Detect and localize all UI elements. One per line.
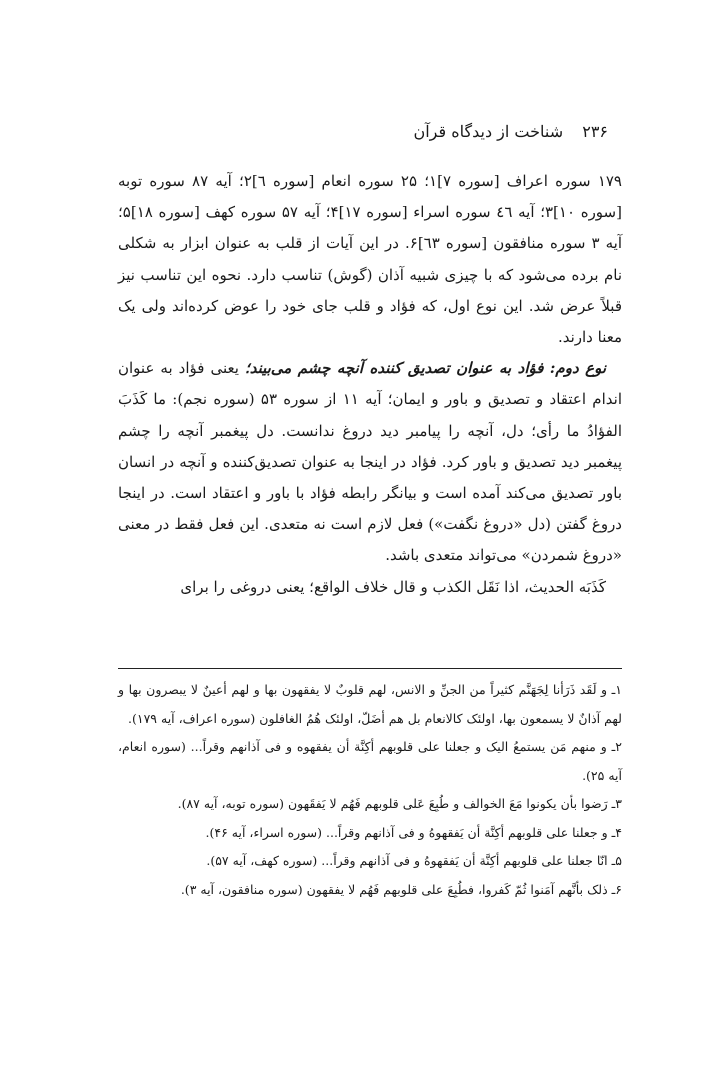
footnote-divider bbox=[118, 668, 622, 669]
running-title: شناخت از دیدگاه قرآن bbox=[413, 122, 564, 141]
paragraph-2 bbox=[118, 353, 622, 571]
footnotes bbox=[118, 676, 622, 904]
footnote-3: ۳ـ رَضوا بأن یکونوا مَعَ الخوالف و طُبِعَ عَلی قلوبهم فَهُم لا یَفقَهون (سوره توبه، آیه ۸۷). bbox=[177, 796, 622, 811]
paragraph-2-heading: نوع دوم: فؤاد به عنوان تصدیق کننده آنچه چشم می‌بیند؛ bbox=[244, 359, 606, 378]
page-number: ۲۳۶ bbox=[582, 122, 608, 141]
footnote-1: ۱ـ و لَقَد ذَرَأنا لِجَهَنَّم کثیراً من الجنِّ و الانس، لهم قلوبٌ لا یفقهون بها و لهم أعینٌ لا یبصرون بها و لهم آذانٌ لا یسمعون بها، اولئک کالانعام بل هم أضَلّ، اولئک هُمُ الغافلون (سوره اعراف، آیه ۱۷۹). bbox=[118, 682, 622, 726]
footnote-6: ۶ـ ذلک بأنَّهم آمَنوا ثُمّ کَفروا، فطُبِعَ علی قلوبهم فَهُم لا یفقهون (سوره منافقون، آیه ۳). bbox=[180, 881, 622, 897]
footnote-5: ۵ـ انّا جعلنا علی قلوبهم أکِنَّة أن یَفقهوهُ و فی آذانهم وقراً... (سوره کهف، آیه ۵۷). bbox=[206, 853, 622, 868]
main-text bbox=[118, 166, 622, 603]
footnote-2: ۲ـ و منهم مَن یستمعُ الیک و جعلنا علی قلوبهم أکِنَّة أن یفقهوه و فی آذانهم وقراً... (سوره انعام، آیه ۲۵). bbox=[118, 739, 622, 783]
paragraph-2-text: یعنی فؤاد به عنوان اندام اعتقاد و تصدیق و باور و ایمان؛ آیه ۱۱ از سوره ۵۳ (سوره نجم): ما کَذَبَ الفؤادُ ما رأی؛ دل، آنچه را پیامبر دید دروغ ندانست. دل پیغمبر آنچه را چشم پیغمبر دید تصدیق و باور کرد. فؤاد در اینجا به عنوان تصدیق‌کننده و آنچه در انسان باور تصدیق می‌کند آمده است و بیانگر رابطه فؤاد با باور و اعتقاد است. در اینجا دروغ گفتن (دل «دروغ نگفت») فعل لازم است نه متعدی. این فعل فقط در معنی «دروغ شمردن» می‌تواند متعدی باشد. bbox=[118, 359, 622, 565]
paragraph-1: ۱۷۹ سوره اعراف [سوره ۷]۱؛ ۲۵ سوره انعام [سوره ٦]۲؛ آیه ۸۷ سوره توبه [سوره ۱۰]۳؛ آیه ٤٦ سوره اسراء [سوره ۱۷]۴؛ آیه ۵۷ سوره کهف [سوره ۱۸]۵؛ آیه ۳ سوره منافقون [سوره ٦۳]۶. در این آیات از قلب به عنوان ابزار به شکلی نام برده می‌شود که با چیزی شبیه آذان (گوش) تناسب دارد. نحوه این تناسب نیز قبلاً عرض شد. این نوع اول، که فؤاد و قلب جای خود را عوض کرده‌اند ولی یک معنا دارند. bbox=[118, 172, 622, 347]
paragraph-3: کَذَبَه الحدیث، اذا نَقَل الکذب و قال خلاف الواقع؛ یعنی دروغی را برای bbox=[180, 577, 606, 596]
footnote-4: ۴ـ و جعلنا علی قلوبهم أکِنَّة أن یَفقهوهُ و فی آذانهم وقراً... (سوره اسراء، آیه ۴۶). bbox=[205, 824, 622, 840]
page-header bbox=[120, 118, 608, 146]
